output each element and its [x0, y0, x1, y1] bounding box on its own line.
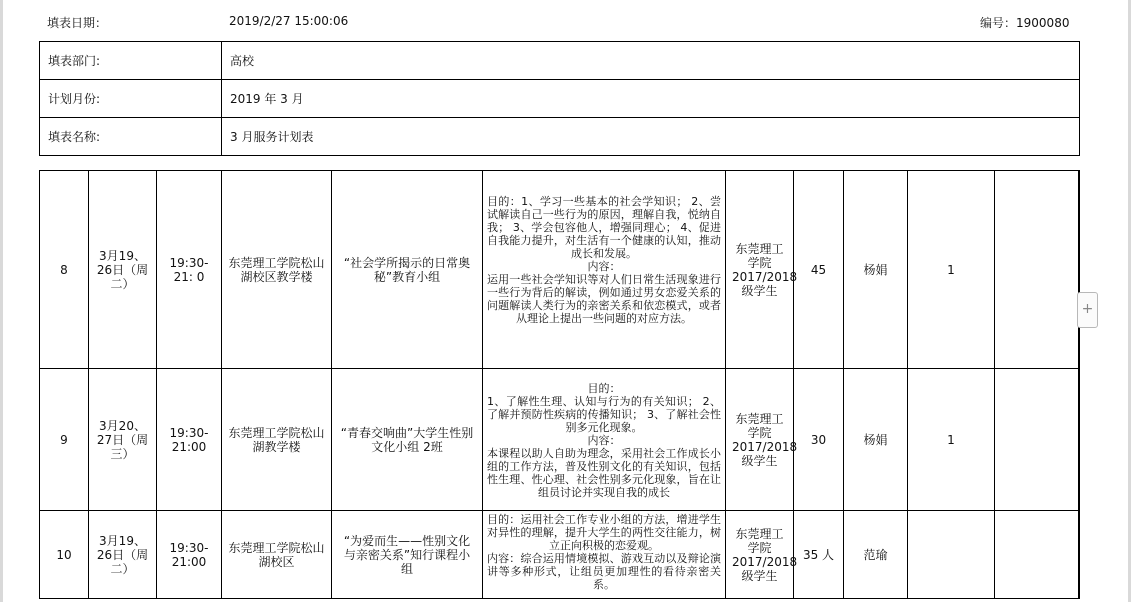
goal-label: 目的： [587, 381, 621, 395]
month-row [40, 80, 1080, 118]
empty-cell [1079, 171, 1080, 369]
dept-row [40, 42, 1080, 80]
sheet-edge-left [0, 0, 3, 602]
goal-content [483, 369, 726, 511]
target-group: 东莞理工学院2017/2018级学生 [726, 171, 794, 369]
target-group: 东莞理工学院2017/2018级学生 [726, 511, 794, 599]
session-dates: 3月20、27日（周三） [89, 369, 157, 511]
activity-title: “为爱而生——性别文化与亲密关系”知行课程小组 [332, 511, 483, 599]
session-times: 1 [908, 171, 995, 369]
activity-title: “青春交响曲”大学生性别文化小组 2班 [332, 369, 483, 511]
goal-content [483, 171, 726, 369]
goal-text: 1、了解性生理、认知与行为的有关知识； 2、了解并预防性疾病的传播知识； 3、了解社会性别多元化现象。 [487, 394, 721, 434]
month-value: 2019 年 3 月 [222, 80, 1080, 118]
target-group: 东莞理工学院2017/2018级学生 [726, 369, 794, 511]
goal-label: 目的： [487, 513, 521, 526]
content-label: 内容： [487, 552, 521, 565]
table-row [40, 171, 1080, 369]
session-dates: 3月19、26日（周二） [89, 171, 157, 369]
session-time: 19:30-21:00 [157, 369, 222, 511]
goal-label: 目的： [487, 194, 522, 208]
number-label: 编号： [980, 16, 1017, 30]
month-label: 计划月份: [40, 80, 222, 118]
session-dates: 3月19、26日（周二） [89, 511, 157, 599]
row-number: 8 [40, 171, 89, 369]
goal-text: 1、学习一些基本的社会学知识； 2、尝试解读自己一些行为的原因，理解自我，悦纳自我； 3、学会包容他人，增强同理心； 4、促进自我能力提升，对生活有一个健康的认知，推动成长和发展。 [487, 194, 721, 260]
date-label: 填表日期： [47, 16, 108, 30]
document-number [980, 14, 1069, 31]
session-times: 1 [908, 369, 995, 511]
empty-cell [1079, 369, 1080, 511]
venue: 东莞理工学院松山湖校区教学楼 [222, 171, 332, 369]
expand-button[interactable]: + [1077, 292, 1098, 328]
participant-count: 45 [794, 171, 844, 369]
content-text: 本课程以助人自助为理念，采用社会工作成长小组的工作方法，普及性别文化的有关知识，包括性生理、性心理、社会性别多元化现象，旨在让组员讨论并实现自我的成长 [487, 446, 721, 499]
activity-title: “社会学所揭示的日常奥秘”教育小组 [332, 171, 483, 369]
content-label: 内容： [587, 433, 621, 447]
venue: 东莞理工学院松山湖校区 [222, 511, 332, 599]
session-time: 19:30-21:00 [157, 511, 222, 599]
date-value: 2019/2/27 15:00:06 [229, 14, 349, 28]
empty-cell [995, 369, 1079, 511]
name-value: 3 月服务计划表 [222, 118, 1080, 156]
table-row [40, 369, 1080, 511]
empty-cell [995, 511, 1079, 599]
responsible-person: 杨娟 [844, 171, 908, 369]
content-text: 综合运用情境模拟、游戏互动以及辩论演讲等多种形式，让组员更加理性的看待亲密关系。 [487, 552, 721, 591]
participant-count: 30 [794, 369, 844, 511]
venue: 东莞理工学院松山湖教学楼 [222, 369, 332, 511]
session-times [908, 511, 995, 599]
number-value: 1900080 [1016, 16, 1070, 30]
dept-label: 填表部门: [40, 42, 222, 80]
responsible-person: 范瑜 [844, 511, 908, 599]
empty-cell [1079, 511, 1080, 599]
table-row [40, 511, 1080, 599]
content-text: 运用一些社会学知识等对人们日常生活现象进行一些行为背后的解读，例如通过男女恋爱关系的问题解读人类行为的亲密关系和依恋模式，或者从理论上提出一些问题的对应方法。 [487, 272, 721, 325]
plan-table [39, 170, 1080, 599]
responsible-person: 杨娟 [844, 369, 908, 511]
goal-text: 运用社会工作专业小组的方法，增进学生对异性的理解，提升大学生的两性交往能力，树立正向积极的恋爱观。 [487, 513, 721, 552]
info-table [39, 41, 1080, 156]
session-time: 19:30-21: 0 [157, 171, 222, 369]
goal-content [483, 511, 726, 599]
row-number: 9 [40, 369, 89, 511]
empty-cell [995, 171, 1079, 369]
dept-value: 高校 [222, 42, 1080, 80]
participant-count: 35 人 [794, 511, 844, 599]
content-label: 内容： [587, 259, 621, 273]
name-label: 填表名称: [40, 118, 222, 156]
row-number: 10 [40, 511, 89, 599]
name-row [40, 118, 1080, 156]
